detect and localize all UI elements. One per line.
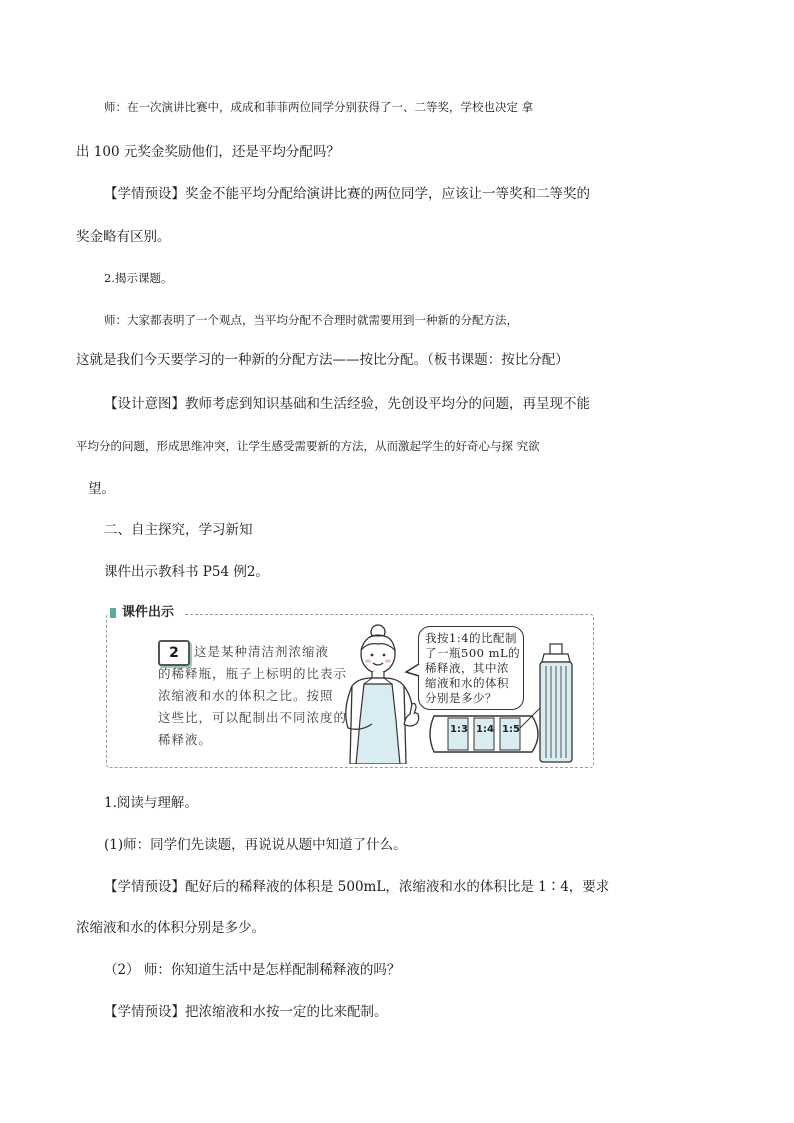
- figure-text-line-3: 浓缩液和水的体积之比。按照: [158, 688, 334, 703]
- bubble-line-3: 稀释液，其中浓: [425, 661, 509, 675]
- bubble-line-2: 了一瓶500 mL的: [425, 646, 521, 660]
- woman-illustration: [334, 624, 420, 764]
- bubble-line-5: 分别是多少？: [425, 691, 497, 705]
- speech-bubble: [418, 626, 524, 710]
- text-line-4: 奖金略有区别。: [76, 229, 171, 245]
- text-line-5: 2.揭示课题。: [104, 271, 173, 285]
- ratio-label-1-4: 1:4: [476, 724, 494, 735]
- text-line-1: 师：在一次演讲比赛中，成成和菲菲两位同学分别获得了一、二等奖，学校也决定 拿: [104, 100, 534, 114]
- figure-text-line-2: 的稀释瓶，瓶子上标明的比表示: [158, 666, 348, 681]
- text-line-2: 出 100 元奖金奖励他们，还是平均分配吗？: [76, 144, 340, 160]
- section-heading: 二、自主探究，学习新知: [104, 522, 253, 538]
- text-line-16: 浓缩液和水的体积分别是多少。: [76, 920, 265, 936]
- text-line-7: 这就是我们今天要学习的一种新的分配方法——按比分配。（板书课题：按比分配）: [76, 352, 569, 368]
- example-number-badge: 2: [158, 640, 190, 666]
- bubble-line-4: 缩液和水的体积: [425, 676, 509, 690]
- text-line-18: 【学情预设】把浓缩液和水按一定的比来配制。: [104, 1004, 388, 1020]
- figure-text-line-4: 这些比，可以配制出不同浓度的: [158, 710, 348, 725]
- figure-text-line-1: 这是某种清洁剂浓缩液: [194, 644, 330, 659]
- example-figure: [106, 602, 594, 768]
- text-line-13: 1.阅读与理解。: [104, 795, 198, 811]
- bubble-line-1: 我按1:4的比配制: [425, 631, 518, 645]
- text-line-14: (1)师：同学们先读题，再说说从题中知道了什么。: [104, 837, 407, 853]
- text-line-9: 平均分的问题，形成思维冲突，让学生感受需要新的方法，从而激起学生的好奇心与探 究欲: [76, 439, 540, 453]
- ratio-label-1-3: 1:3: [450, 724, 468, 735]
- text-line-15: 【学情预设】配好后的稀释液的体积是 500mL，浓缩液和水的体积比是 1∶4，要求: [104, 879, 610, 895]
- text-line-12: 课件出示教科书 P54 例2。: [104, 564, 269, 580]
- figure-title: 课件出示: [108, 602, 184, 624]
- bubble-tail-icon: [404, 662, 422, 680]
- text-line-10: 望。: [88, 481, 115, 497]
- text-line-6: 师：大家都表明了一个观点，当平均分配不合理时就需要用到一种新的分配方法，: [104, 313, 518, 327]
- text-line-3: 【学情预设】奖金不能平均分配给演讲比赛的两位同学，应该让一等奖和二等奖的: [104, 186, 590, 202]
- text-line-8: 【设计意图】教师考虑到知识基础和生活经验，先创设平均分的问题，再呈现不能: [104, 396, 590, 412]
- figure-text-line-5: 稀释液。: [158, 732, 213, 747]
- ratio-label-1-5: 1:5: [502, 724, 520, 735]
- bottle-icon: [536, 642, 576, 764]
- text-line-17: （2） 师：你知道生活中是怎样配制稀释液的吗？: [104, 962, 401, 978]
